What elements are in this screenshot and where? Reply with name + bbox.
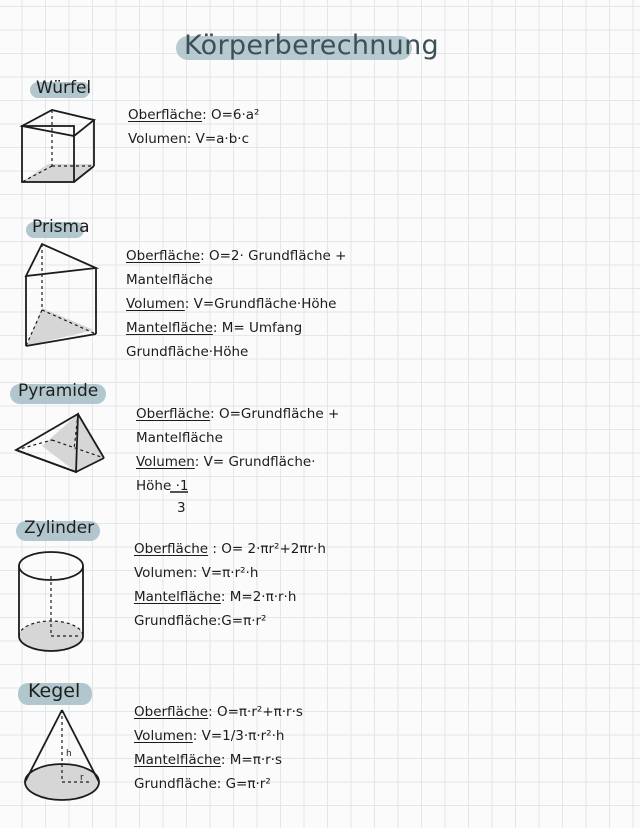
formula-line: Oberfläche : O= 2·πr²+2πr·h <box>134 541 326 557</box>
formula-line: Mantelfläche: M= Umfang <box>126 320 303 336</box>
cone-figure <box>22 706 104 804</box>
fraction-bar <box>168 490 190 494</box>
section-label-kegel: Kegel <box>28 680 80 702</box>
cylinder-figure <box>16 548 88 660</box>
prism-figure <box>18 238 104 352</box>
formula-line: Höhe ·1 <box>136 478 189 494</box>
formulas-prisma <box>126 244 346 364</box>
formula-line: Oberfläche: O=6·a² <box>128 107 260 123</box>
section-label-pyramide: Pyramide <box>18 381 98 401</box>
formula-line: Oberfläche: O=2· Grundfläche + <box>126 248 347 264</box>
formula-line: Grundfläche·Höhe <box>126 344 249 360</box>
formulas-kegel <box>134 700 303 796</box>
formula-line: Mantelfläche <box>126 272 213 288</box>
cube-figure <box>14 104 104 190</box>
section-label-wuerfel: Würfel <box>36 78 91 98</box>
formula-line: Mantelfläche: M=π·r·s <box>134 752 282 768</box>
formula-line: Oberfläche: O=π·r²+π·r·s <box>134 704 303 720</box>
formula-line: Oberfläche: O=Grundfläche + <box>136 406 340 422</box>
formula-line: Mantelfläche: M=2·π·r·h <box>134 589 297 605</box>
formulas-zylinder <box>134 537 326 633</box>
cone-height-label: h <box>66 749 72 759</box>
formula-line: Volumen: V=a·b·c <box>128 131 249 147</box>
section-label-zylinder: Zylinder <box>24 518 94 538</box>
formula-line: Volumen: V=Grundfläche·Höhe <box>126 296 337 312</box>
section-label-prisma: Prisma <box>32 217 90 237</box>
page-title: Körperberechnung <box>184 30 439 61</box>
formula-line: Volumen: V=1/3·π·r²·h <box>134 728 285 744</box>
fraction-denominator: 3 <box>177 500 186 516</box>
formula-line: Grundfläche: G=π·r² <box>134 776 271 792</box>
formula-line: Volumen: V=π·r²·h <box>134 565 259 581</box>
formulas-wuerfel <box>128 103 259 151</box>
cone-radius-label: r <box>80 773 84 783</box>
formula-line: Mantelfläche <box>136 430 223 446</box>
formula-line: Grundfläche:G=π·r² <box>134 613 267 629</box>
formulas-pyramide <box>136 402 340 516</box>
formula-line: Volumen: V= Grundfläche· <box>136 454 316 470</box>
pyramid-figure <box>12 410 108 482</box>
